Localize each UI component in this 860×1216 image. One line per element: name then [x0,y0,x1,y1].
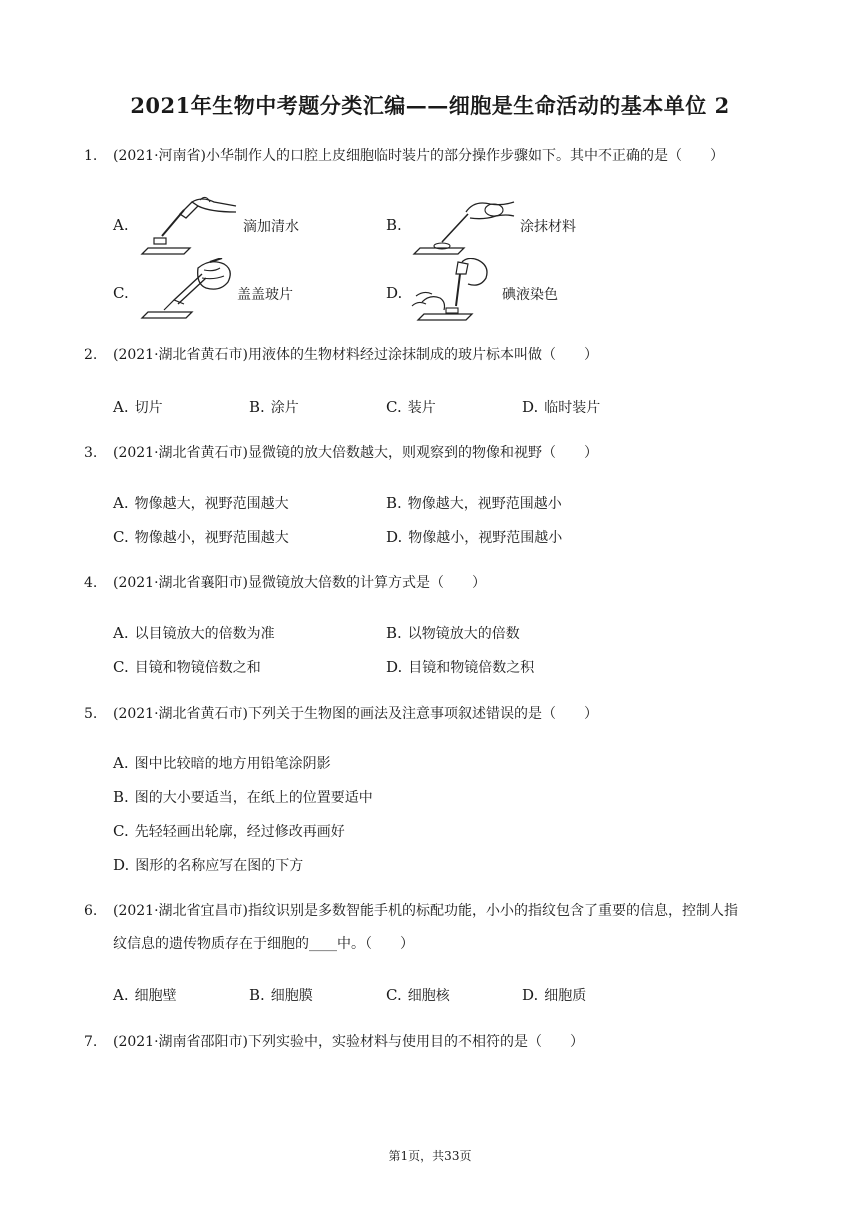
option-text: 切片 [134,400,163,416]
option-text: 图的大小要适当，在纸上的位置要适中 [134,790,373,806]
option-label: 滴加清水 [243,219,299,235]
option-letter: D. [522,986,539,1004]
option-text: 细胞质 [544,988,587,1004]
option-c[interactable] [386,397,436,417]
question-number: 1. [84,148,98,164]
option-letter: C. [113,528,129,546]
option-text: 细胞膜 [270,988,313,1004]
option-text: 以目镜放大的倍数为准 [134,626,275,642]
option-text: 目镜和物镜倍数之积 [408,660,535,676]
option-label: 涂抹材料 [520,219,576,235]
option-c[interactable] [113,657,261,677]
option-letter: C. [113,822,129,840]
option-text: 细胞壁 [134,988,177,1004]
option-text: 图中比较暗的地方用铅笔涂阴影 [134,756,331,772]
option-b[interactable] [249,397,299,417]
page-footer: 第1页，共33页 [388,1149,472,1163]
question-text: (2021·湖北省襄阳市)显微镜放大倍数的计算方式是（ ） [113,575,487,591]
option-letter: D. [386,284,403,302]
option-text: 物像越小，视野范围越小 [408,530,563,546]
option-d[interactable] [386,527,562,547]
option-text: 细胞核 [407,988,450,1004]
question-number: 3. [84,445,98,461]
tweezers-coverslip-icon [140,258,236,322]
option-a[interactable] [113,216,135,234]
option-letter: A. [113,754,129,772]
option-a[interactable] [113,397,163,417]
option-b[interactable] [249,985,313,1005]
option-text: 装片 [407,400,436,416]
option-letter: A. [113,986,129,1004]
option-letter: D. [522,398,539,416]
option-d[interactable] [522,397,600,417]
option-text: 先轻轻画出轮廓，经过修改再画好 [134,824,345,840]
swab-on-slide-icon [410,194,518,256]
option-letter: C. [113,284,129,302]
dropper-on-slide-icon [140,196,240,256]
question-number: 7. [84,1034,98,1050]
option-d[interactable] [386,657,534,677]
option-letter: B. [386,216,402,234]
option-c[interactable] [113,284,135,302]
option-a[interactable] [113,985,177,1005]
question-text-line-2: 纹信息的遗传物质存在于细胞的____中。（ ） [113,936,414,952]
question-number: 4. [84,575,98,591]
option-c[interactable] [113,821,345,841]
question-text: (2021·湖北省黄石市)用液体的生物材料经过涂抹制成的玻片标本叫做（ ） [113,347,599,363]
option-label: 碘液染色 [502,287,558,303]
option-letter: B. [249,986,265,1004]
option-letter: C. [386,398,402,416]
option-text: 图形的名称应写在图的下方 [135,858,304,874]
option-text: 以物镜放大的倍数 [407,626,520,642]
iodine-stain-icon [410,258,496,324]
option-letter: B. [249,398,265,416]
option-text: 涂片 [270,400,299,416]
option-text: 临时装片 [544,400,601,416]
option-letter: C. [113,658,129,676]
option-text: 物像越小，视野范围越大 [134,530,289,546]
option-a[interactable] [113,493,289,513]
option-d[interactable] [522,985,586,1005]
page-title: 2021年生物中考题分类汇编——细胞是生命活动的基本单位 2 [130,93,730,118]
option-c[interactable] [113,527,289,547]
option-text: 物像越大，视野范围越大 [134,496,289,512]
question-number: 2. [84,347,98,363]
option-letter: A. [113,398,129,416]
option-letter: C. [386,986,402,1004]
question-text-line-1: (2021·湖北省宜昌市)指纹识别是多数智能手机的标配功能，小小的指纹包含了重要的信息，控制人指 [113,903,739,919]
question-text: (2021·湖南省邵阳市)下列实验中，实验材料与使用目的不相符的是（ ） [113,1034,585,1050]
option-b[interactable] [386,623,520,643]
option-label: 盖盖玻片 [237,287,293,303]
option-letter: A. [113,624,129,642]
option-letter: A. [113,494,129,512]
option-c[interactable] [386,985,450,1005]
option-b[interactable] [113,787,373,807]
option-letter: A. [113,216,129,234]
option-letter: D. [113,856,130,874]
option-a[interactable] [113,623,275,643]
option-text: 物像越大，视野范围越小 [407,496,562,512]
option-b[interactable] [386,493,562,513]
question-text: (2021·湖北省黄石市)显微镜的放大倍数越大，则观察到的物像和视野（ ） [113,445,599,461]
option-d[interactable] [386,284,408,302]
option-letter: D. [386,658,403,676]
question-text: (2021·河南省)小华制作人的口腔上皮细胞临时装片的部分操作步骤如下。其中不正确的是（ ） [113,148,725,164]
option-a[interactable] [113,753,331,773]
option-d[interactable] [113,855,303,875]
question-text: (2021·湖北省黄石市)下列关于生物图的画法及注意事项叙述错误的是（ ） [113,706,599,722]
option-letter: B. [113,788,129,806]
question-number: 6. [84,903,98,919]
option-letter: B. [386,494,402,512]
question-number: 5. [84,706,98,722]
option-b[interactable] [386,216,408,234]
option-letter: B. [386,624,402,642]
option-text: 目镜和物镜倍数之和 [134,660,261,676]
option-letter: D. [386,528,403,546]
